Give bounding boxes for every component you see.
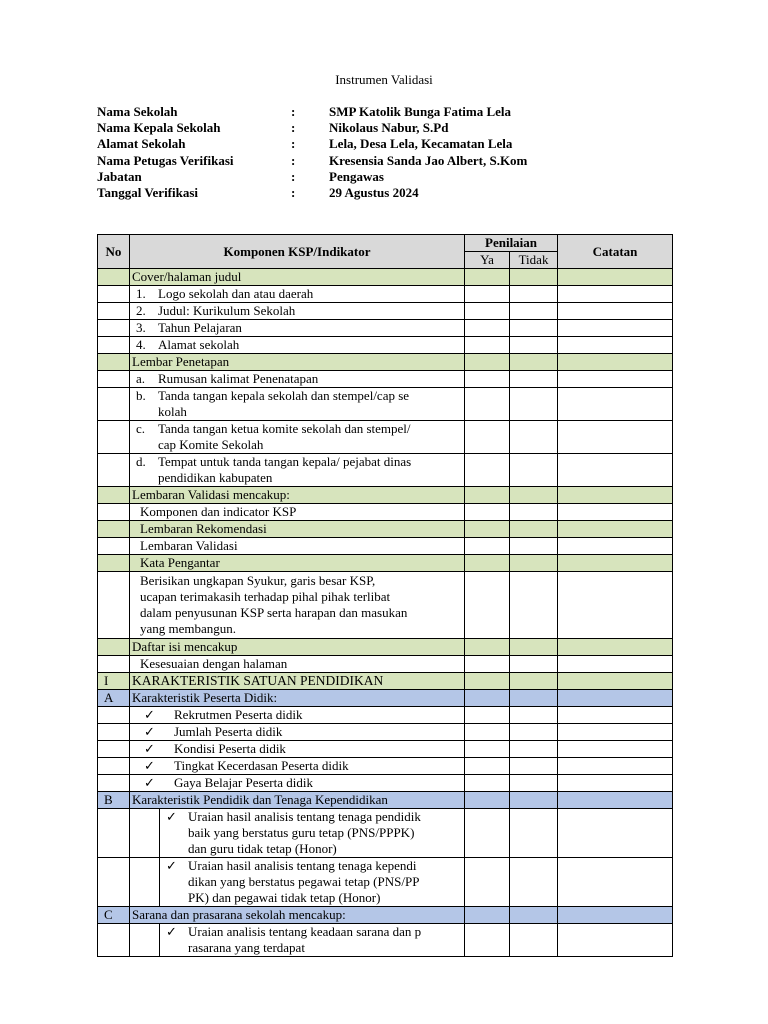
section-label: Lembaran Validasi mencakup: (130, 487, 465, 504)
info-row (97, 169, 527, 185)
item-text: Berisikan ungkapan Syukur, garis besar KSP, (140, 573, 376, 588)
section-number: A (98, 690, 130, 707)
info-colon: : (291, 136, 296, 152)
item-text: pendidikan kabupaten (158, 470, 273, 485)
table-row (98, 572, 673, 639)
info-row (97, 185, 527, 201)
page-title: Instrumen Validasi (335, 72, 433, 87)
checkmark-icon: ✓ (144, 775, 155, 790)
item-number: 2. (136, 303, 146, 318)
item-text: Tahun Pelajaran (158, 320, 242, 335)
item-text: Tanda tangan kepala sekolah dan stempel/cap se (158, 388, 410, 403)
checkmark-icon: ✓ (166, 924, 177, 939)
table-row (98, 555, 673, 572)
table-row (98, 286, 673, 303)
table-row (98, 371, 673, 388)
item-text: cap Komite Sekolah (158, 437, 264, 452)
table-row (98, 538, 673, 555)
info-value: SMP Katolik Bunga Fatima Lela (329, 104, 512, 119)
checkmark-icon: ✓ (166, 858, 177, 873)
table-row (98, 707, 673, 724)
table-row (98, 858, 673, 907)
school-info (97, 104, 527, 201)
info-label: Nama Petugas Verifikasi (97, 152, 234, 168)
info-label: Nama Sekolah (97, 104, 178, 119)
header-tidak: Tidak (510, 252, 558, 269)
item-text: Komponen dan indicator KSP (130, 504, 465, 521)
info-label: Alamat Sekolah (97, 136, 186, 152)
section-label: Lembar Penetapan (130, 354, 465, 371)
header-ya: Ya (465, 252, 510, 269)
info-value: 29 Agustus 2024 (329, 184, 419, 200)
table-row (98, 907, 673, 924)
item-text: Lembaran Validasi (130, 538, 465, 555)
table-row (98, 673, 673, 690)
table-row (98, 775, 673, 792)
info-label: Tanggal Verifikasi (97, 184, 199, 200)
info-label: Nama Kepala Sekolah (97, 120, 221, 136)
info-value: Lela, Desa Lela, Kecamatan Lela (329, 136, 513, 152)
table-row (98, 656, 673, 673)
item-text: baik yang berstatus guru tetap (PNS/PPPK) (188, 825, 415, 840)
item-text: yang membangun. (140, 621, 237, 636)
checkmark-icon: ✓ (144, 724, 155, 739)
section-number: I (98, 673, 130, 690)
header-no: No (98, 235, 130, 269)
item-text: Tempat untuk tanda tangan kepala/ pejabat dinas (158, 454, 412, 469)
info-row (97, 104, 527, 120)
table-row (98, 521, 673, 538)
info-value: Pengawas (329, 168, 384, 184)
item-text: dan guru tidak tetap (Honor) (188, 841, 337, 856)
item-text: Kesesuaian dengan halaman (130, 656, 465, 673)
validation-table (97, 234, 673, 957)
item-text: Tingkat Kecerdasan Peserta didik (174, 758, 349, 773)
item-text: Uraian hasil analisis tentang tenaga kependi (188, 858, 417, 873)
item-number: 4. (136, 337, 146, 352)
item-number: 3. (136, 320, 146, 335)
info-row (97, 153, 527, 169)
info-colon: : (291, 104, 296, 119)
table-row (98, 269, 673, 286)
section-label: Karakteristik Peserta Didik: (130, 690, 465, 707)
item-number: a. (136, 371, 146, 386)
table-row (98, 303, 673, 320)
header-catatan: Catatan (558, 235, 673, 269)
item-text: kolah (158, 404, 187, 419)
item-text: Logo sekolah dan atau daerah (158, 286, 314, 301)
table-row (98, 487, 673, 504)
item-text: Uraian analisis tentang keadaan sarana dan p (188, 924, 422, 939)
table-row (98, 741, 673, 758)
table-row (98, 354, 673, 371)
section-label: Karakteristik Pendidik dan Tenaga Kependidikan (130, 792, 465, 809)
item-text: Tanda tangan ketua komite sekolah dan stempel/ (158, 421, 411, 436)
info-value: Nikolaus Nabur, S.Pd (329, 120, 449, 136)
item-text: PK) dan pegawai tidak tetap (Honor) (188, 890, 381, 905)
checkmark-icon: ✓ (144, 741, 155, 756)
section-label: Cover/halaman judul (130, 269, 465, 286)
table-row (98, 454, 673, 487)
item-text: Judul: Kurikulum Sekolah (158, 303, 296, 318)
table-row (98, 724, 673, 741)
info-label: Jabatan (97, 168, 142, 184)
item-number: 1. (136, 286, 146, 301)
item-text: Alamat sekolah (158, 337, 240, 352)
item-text: Gaya Belajar Peserta didik (174, 775, 313, 790)
item-text: Jumlah Peserta didik (174, 724, 283, 739)
item-text: Rumusan kalimat Penenatapan (158, 371, 319, 386)
item-text: ucapan terimakasih terhadap pihal pihak terlibat (140, 589, 391, 604)
section-label: KARAKTERISTIK SATUAN PENDIDIKAN (130, 673, 465, 690)
section-number: C (98, 907, 130, 924)
table-row (98, 639, 673, 656)
table-row (98, 809, 673, 858)
header-komponen: Komponen KSP/Indikator (130, 235, 465, 269)
item-number: c. (136, 421, 146, 436)
header-penilaian: Penilaian (465, 235, 558, 252)
item-text: dalam penyusunan KSP serta harapan dan masukan (140, 605, 408, 620)
item-number: b. (136, 388, 146, 403)
info-value: Kresensia Sanda Jao Albert, S.Kom (329, 152, 528, 168)
table-row (98, 337, 673, 354)
item-text: dikan yang berstatus pegawai tetap (PNS/PP (188, 874, 420, 889)
info-colon: : (291, 168, 296, 184)
section-number: B (98, 792, 130, 809)
item-text: Uraian hasil analisis tentang tenaga pendidik (188, 809, 421, 824)
info-colon: : (291, 120, 296, 136)
table-row (98, 690, 673, 707)
table-row (98, 758, 673, 775)
info-colon: : (291, 184, 296, 200)
table-row (98, 320, 673, 337)
section-label: Daftar isi mencakup (130, 639, 465, 656)
item-text: Rekrutmen Peserta didik (174, 707, 303, 722)
item-text: rasarana yang terdapat (188, 940, 305, 955)
table-row (98, 924, 673, 957)
section-label: Lembaran Rekomendasi (130, 521, 465, 538)
item-number: d. (136, 454, 146, 469)
section-label: Kata Pengantar (130, 555, 465, 572)
info-row (97, 120, 527, 136)
table-row (98, 504, 673, 521)
checkmark-icon: ✓ (144, 707, 155, 722)
checkmark-icon: ✓ (144, 758, 155, 773)
checkmark-icon: ✓ (166, 809, 177, 824)
section-label: Sarana dan prasarana sekolah mencakup: (130, 907, 465, 924)
table-row (98, 792, 673, 809)
item-text: Kondisi Peserta didik (174, 741, 286, 756)
table-row (98, 421, 673, 454)
info-colon: : (291, 152, 296, 168)
info-row (97, 136, 527, 152)
table-row (98, 388, 673, 421)
